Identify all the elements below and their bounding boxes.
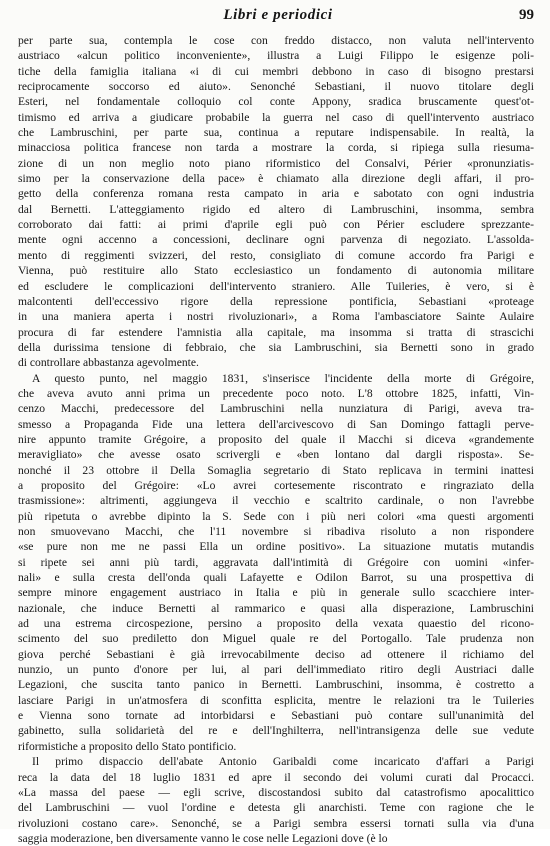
- text-line: giova perché Sebastiani è già irrevocabilmente deciso ad ottenere il richiamo del: [18, 647, 534, 661]
- text-line: corroborato dai fatti: ai primi d'aprile egli può con Périer escludere sprezzante-: [18, 218, 534, 232]
- text-line: smesso a Propaganda Fide una lettera dell'arcivescovo di San Domingo fattagli perve-: [18, 417, 534, 431]
- text-line: nunzio, un punto d'onore per lui, al pari dell'immediato ritiro degli Austriaci dalle: [18, 663, 534, 677]
- body-text: [18, 33, 534, 846]
- text-line: A questo punto, nel maggio 1831, s'inserisce l'incidente della morte di Grégoire,: [32, 371, 534, 385]
- text-line: meravigliato» che avesse osato scrivergli e «ben lontano dal dargli risposta». Se-: [18, 448, 534, 462]
- text-line: «La massa del paese — egli scrive, discostandosi subito dal catastrofismo apocalittico: [18, 785, 534, 799]
- text-line: scimento del suo prediletto don Miguel quale re del Portogallo. Tale prudenza non: [18, 632, 534, 646]
- text-line: tiche della famiglia italiana «i di cui membri debbono in caso di bisogno prestarsi: [18, 64, 534, 78]
- text-line: gabinetto, sulla solidarietà del re e dell'Inghilterra, nell'intransigenza delle sue vedute: [18, 724, 534, 738]
- text-line: timismo ed arriva a giudicare probabile la guerra nel caso di quell'intervento austriaco: [18, 110, 534, 124]
- text-line: si ripete sei anni più tardi, aggravata dall'intimità di Grégoire con uomini «infer-: [18, 555, 534, 569]
- paragraph: [18, 33, 534, 371]
- text-line: in una maniera aperta i nostri rivoluzionari», a Roma l'ambasciatore Sainte Aulaire: [18, 310, 534, 324]
- paragraph: [18, 754, 534, 846]
- text-line: riformistiche a proposito dello Stato pontificio.: [18, 739, 237, 753]
- text-line: reciprocamente soccorso ed aiuto». Senonché Sebastiani, il nuovo titolare degli: [18, 80, 534, 94]
- text-line: e Vienna sono tornate ad intorbidarsi e Sebastiani può contare sull'unanimità del: [18, 709, 534, 723]
- text-line: reca la data del 18 luglio 1831 ed apre il secondo dei volumi curati dal Procacci.: [18, 770, 534, 784]
- text-line: saggia moderazione, ben diversamente vanno le cose nelle Legazioni dove (è lo: [18, 831, 388, 845]
- text-line: nonché il 23 ottobre il Della Somaglia segretario di Stato replicava in termini inattesi: [18, 463, 534, 477]
- text-line: nali» e sulla cresta dell'onda quali Lafayette e Odilon Barrot, su una prospettiva di: [18, 571, 534, 585]
- text-line: a proposito del Grégoire: «Lo avrei cortesemente riscontrato e ringraziato della: [18, 478, 534, 492]
- text-line: lasciare Parigi in un'atmosfera di sconfitta esplicita, mentre le relazioni tra le Tuileries: [18, 693, 534, 707]
- text-line: per parte sua, contempla le cose con freddo distacco, non valuta nell'intervento: [18, 34, 534, 47]
- text-line: sempre minore engagement austriaco in Italia e più in generale sullo scacchiere inter-: [18, 586, 534, 600]
- text-line: che aveva avuto anni prima un precedente poco noto. L'8 ottobre 1825, infatti, Vin-: [18, 386, 534, 400]
- text-line: austriaco «alcun politico inconveniente», illustra a Luigi Filippo le esigenze poli-: [18, 49, 534, 63]
- text-line: mento di reggimenti svizzeri, del resto, consigliato di comune accordo fra Parigi e: [18, 248, 534, 262]
- text-line: non smuovevano Macchi, che l'11 novembre si ribadiva risoluto a non rispondere: [18, 525, 534, 538]
- page-number: 99: [519, 7, 534, 23]
- text-line: «se pure non me ne passi Ella un ordine positivo». La situazione mutatis mutandis: [18, 540, 534, 554]
- text-line: ad una estrema circospezione, persino a proposito della vexata quaestio del ricono-: [18, 617, 534, 631]
- text-line: zione di un non meglio noto piano riformistico del Consalvi, Périer «pronunziatis-: [18, 156, 534, 170]
- text-line: Legazioni, che suscita tanto panico in Bernetti. Lambruschini, insomma, è costretto a: [18, 678, 534, 692]
- running-title: Libri e periodici: [223, 7, 333, 23]
- text-line: minacciosa politica francese non tarda a mostrare la corda, si ripiega sulla riesuma-: [18, 141, 534, 155]
- text-line: mente ogni accenno a concessioni, declinare ogni parvenza di negoziato. L'assolda-: [18, 233, 534, 247]
- text-line: trasmissione»: altrimenti, aggiungeva il vecchio e scaltrito cardinale, o non l'avrebbe: [18, 494, 534, 508]
- paragraph: [18, 371, 534, 755]
- text-line: della durissima tensione di febbraio, che sia Lambruschini, sia Bernetti sono in grado: [18, 340, 534, 354]
- text-line: del Lambruschini — vuol l'ordine e detesta gli anarchisti. Teme con ragione che le: [18, 801, 534, 815]
- text-line: nazionale, che induce Bernetti al rammarico e quasi alla disperazione, Lambruschini: [18, 601, 534, 615]
- text-line: che Lambruschini, per parte sua, continua a reputare indispensabile. In realtà, la: [18, 126, 534, 140]
- text-line: più ripetuta o avrebbe dipinto la S. Sede con i più neri colori «ma questi argomenti: [18, 509, 534, 523]
- text-line: malcontenti dell'eccessivo rigore della repressione pontificia, Sebastiani «proteage: [18, 294, 534, 308]
- text-line: dal Bernetti. L'atteggiamento rigido ed altero di Lambruschini, insomma, sembra: [18, 202, 534, 216]
- text-line: simo per la conservazione della pace» è chiamato alla direzione degli affari, il pro-: [18, 172, 534, 186]
- text-line: nire appunto tramite Grégoire, a proposito del quale il Macchi si diceva «grandemente: [18, 432, 534, 446]
- text-line: Il primo dispaccio dell'abate Antonio Garibaldi come incaricato d'affari a Parigi: [32, 755, 534, 769]
- text-line: Esteri, nel fondamentale colloquio col conte Appony, sradica bruscamente quest'ot-: [18, 95, 534, 109]
- text-line: getto della conferenza romana resta campato in aria e sabotato con ogni industria: [18, 187, 534, 201]
- page-header: [22, 7, 534, 29]
- text-line: ed escludere le complicazioni dell'intervento straniero. Alle Tuileries, è vero, si è: [18, 279, 534, 293]
- text-line: cenzo Macchi, predecessore del Lambruschini nella nunziatura di Parigi, aveva tra-: [18, 402, 534, 416]
- text-line: procura di far estendere l'amnistia alla capitale, ma insomma si tratta di strascichi: [18, 325, 534, 339]
- text-line: di controllare abbastanza agevolmente.: [18, 356, 199, 370]
- text-line: rivoluzioni costano care». Senonché, se a Parigi sembra essersi tornati sulla via d'una: [18, 816, 534, 830]
- text-line: Vienna, può restituire allo Stato ecclesiastico un fondamento di autonomia militare: [18, 264, 534, 278]
